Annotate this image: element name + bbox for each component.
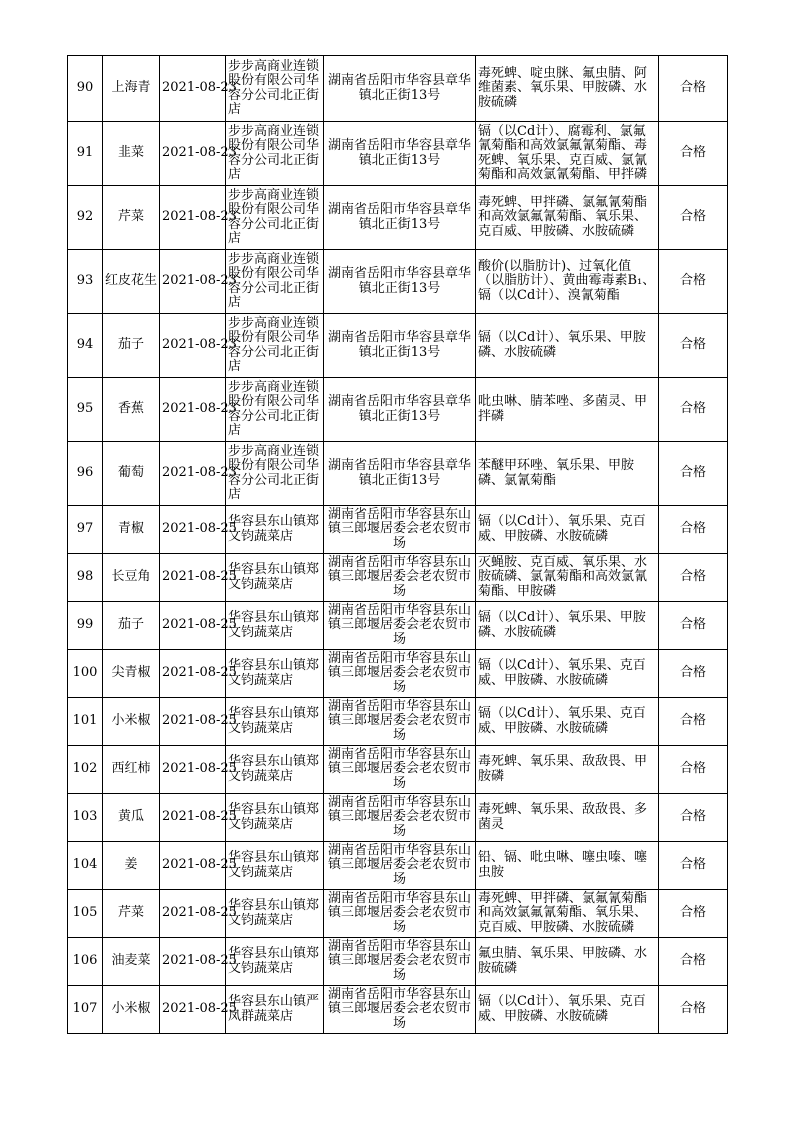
- sample-name: 茄子: [103, 602, 160, 650]
- table-row: [68, 378, 728, 442]
- table-row: [68, 122, 728, 186]
- table-row: [68, 650, 728, 698]
- test-items: 毒死蜱、氧乐果、敌敌畏、甲胺磷: [476, 746, 659, 794]
- store-name: 步步高商业连锁股份有限公司华容分公司北正街店: [226, 442, 324, 506]
- sampling-date: 2021-08-23: [160, 186, 226, 250]
- store-name: 华容县东山镇郑文钧蔬菜店: [226, 938, 324, 986]
- test-items: 镉（以Cd计）、氧乐果、克百威、甲胺磷、水胺硫磷: [476, 506, 659, 554]
- store-address: 湖南省岳阳市华容县东山镇三郎堰居委会老农贸市场: [324, 986, 476, 1034]
- row-number: 101: [68, 698, 103, 746]
- row-number: 90: [68, 56, 103, 122]
- store-address: 湖南省岳阳市华容县东山镇三郎堰居委会老农贸市场: [324, 698, 476, 746]
- store-name: 华容县东山镇郑文钧蔬菜店: [226, 650, 324, 698]
- sample-name: 韭菜: [103, 122, 160, 186]
- sampling-date: 2021-08-23: [160, 378, 226, 442]
- store-address: 湖南省岳阳市华容县东山镇三郎堰居委会老农贸市场: [324, 794, 476, 842]
- test-items: 毒死蜱、氧乐果、敌敌畏、多菌灵: [476, 794, 659, 842]
- row-number: 94: [68, 314, 103, 378]
- sample-name: 葡萄: [103, 442, 160, 506]
- test-items: 酸价(以脂肪计)、过氧化值（以脂肪计）、黄曲霉毒素B₁、镉（以Cd计）、溴氰菊酯: [476, 250, 659, 314]
- store-name: 步步高商业连锁股份有限公司华容分公司北正街店: [226, 314, 324, 378]
- store-name: 华容县东山镇郑文钧蔬菜店: [226, 842, 324, 890]
- sampling-date: 2021-08-23: [160, 56, 226, 122]
- test-items: 铅、镉、吡虫啉、噻虫嗪、噻虫胺: [476, 842, 659, 890]
- sample-name: 姜: [103, 842, 160, 890]
- sample-name: 香蕉: [103, 378, 160, 442]
- table-row: [68, 602, 728, 650]
- test-items: 灭蝇胺、克百威、氧乐果、水胺硫磷、氯氰菊酯和高效氯氰菊酯、甲胺磷: [476, 554, 659, 602]
- sample-name: 小米椒: [103, 698, 160, 746]
- row-number: 104: [68, 842, 103, 890]
- test-items: 吡虫啉、腈苯唑、多菌灵、甲拌磷: [476, 378, 659, 442]
- store-address: 湖南省岳阳市华容县东山镇三郎堰居委会老农贸市场: [324, 506, 476, 554]
- test-items: 毒死蜱、甲拌磷、氯氟氰菊酯和高效氯氟氰菊酯、氧乐果、克百威、甲胺磷、水胺硫磷: [476, 890, 659, 938]
- store-name: 华容县东山镇严凤群蔬菜店: [226, 986, 324, 1034]
- row-number: 96: [68, 442, 103, 506]
- table-row: [68, 186, 728, 250]
- row-number: 106: [68, 938, 103, 986]
- store-name: 华容县东山镇郑文钧蔬菜店: [226, 602, 324, 650]
- store-name: 华容县东山镇郑文钧蔬菜店: [226, 698, 324, 746]
- sampling-date: 2021-08-23: [160, 314, 226, 378]
- table-row: [68, 554, 728, 602]
- sampling-date: 2021-08-25: [160, 938, 226, 986]
- test-result: 合格: [659, 602, 728, 650]
- sample-name: 红皮花生: [103, 250, 160, 314]
- row-number: 93: [68, 250, 103, 314]
- test-result: 合格: [659, 698, 728, 746]
- test-items: 镉（以Cd计）、氧乐果、甲胺磷、水胺硫磷: [476, 314, 659, 378]
- table-row: [68, 746, 728, 794]
- results-table: [67, 55, 728, 1034]
- table-row: [68, 314, 728, 378]
- store-address: 湖南省岳阳市华容县章华镇北正街13号: [324, 186, 476, 250]
- test-items: 氟虫腈、氧乐果、甲胺磷、水胺硫磷: [476, 938, 659, 986]
- store-address: 湖南省岳阳市华容县东山镇三郎堰居委会老农贸市场: [324, 842, 476, 890]
- table-row: [68, 250, 728, 314]
- sampling-date: 2021-08-25: [160, 650, 226, 698]
- test-items: 镉（以Cd计）、氧乐果、克百威、甲胺磷、水胺硫磷: [476, 986, 659, 1034]
- sample-name: 芹菜: [103, 186, 160, 250]
- test-items: 镉（以Cd计）、氧乐果、克百威、甲胺磷、水胺硫磷: [476, 650, 659, 698]
- sample-name: 长豆角: [103, 554, 160, 602]
- sampling-date: 2021-08-25: [160, 842, 226, 890]
- sampling-date: 2021-08-23: [160, 250, 226, 314]
- table-row: [68, 442, 728, 506]
- test-result: 合格: [659, 650, 728, 698]
- test-items: 毒死蜱、啶虫脒、氟虫腈、阿维菌素、氧乐果、甲胺磷、水胺硫磷: [476, 56, 659, 122]
- test-items: 苯醚甲环唑、氧乐果、甲胺磷、氯氰菊酯: [476, 442, 659, 506]
- test-result: 合格: [659, 378, 728, 442]
- store-address: 湖南省岳阳市华容县东山镇三郎堰居委会老农贸市场: [324, 746, 476, 794]
- test-result: 合格: [659, 506, 728, 554]
- store-address: 湖南省岳阳市华容县东山镇三郎堰居委会老农贸市场: [324, 602, 476, 650]
- table-row: [68, 506, 728, 554]
- sample-name: 小米椒: [103, 986, 160, 1034]
- store-address: 湖南省岳阳市华容县章华镇北正街13号: [324, 122, 476, 186]
- sample-name: 黄瓜: [103, 794, 160, 842]
- sampling-date: 2021-08-25: [160, 746, 226, 794]
- row-number: 100: [68, 650, 103, 698]
- store-address: 湖南省岳阳市华容县章华镇北正街13号: [324, 250, 476, 314]
- test-items: 镉（以Cd计）、氧乐果、甲胺磷、水胺硫磷: [476, 602, 659, 650]
- test-result: 合格: [659, 842, 728, 890]
- sampling-date: 2021-08-25: [160, 554, 226, 602]
- test-result: 合格: [659, 56, 728, 122]
- store-name: 华容县东山镇郑文钧蔬菜店: [226, 890, 324, 938]
- store-address: 湖南省岳阳市华容县东山镇三郎堰居委会老农贸市场: [324, 554, 476, 602]
- sampling-date: 2021-08-23: [160, 122, 226, 186]
- test-result: 合格: [659, 314, 728, 378]
- test-result: 合格: [659, 442, 728, 506]
- table-row: [68, 794, 728, 842]
- store-name: 华容县东山镇郑文钧蔬菜店: [226, 794, 324, 842]
- table-row: [68, 890, 728, 938]
- sample-name: 油麦菜: [103, 938, 160, 986]
- row-number: 105: [68, 890, 103, 938]
- store-address: 湖南省岳阳市华容县章华镇北正街13号: [324, 378, 476, 442]
- sampling-date: 2021-08-25: [160, 506, 226, 554]
- test-items: 毒死蜱、甲拌磷、氯氟氰菊酯和高效氯氟氰菊酯、氧乐果、克百威、甲胺磷、水胺硫磷: [476, 186, 659, 250]
- sampling-date: 2021-08-25: [160, 698, 226, 746]
- sample-name: 尖青椒: [103, 650, 160, 698]
- sample-name: 芹菜: [103, 890, 160, 938]
- test-result: 合格: [659, 938, 728, 986]
- sampling-date: 2021-08-25: [160, 986, 226, 1034]
- row-number: 92: [68, 186, 103, 250]
- row-number: 103: [68, 794, 103, 842]
- table-row: [68, 938, 728, 986]
- table-row: [68, 986, 728, 1034]
- store-name: 华容县东山镇郑文钧蔬菜店: [226, 746, 324, 794]
- row-number: 91: [68, 122, 103, 186]
- table-body: [68, 56, 728, 1034]
- sample-name: 茄子: [103, 314, 160, 378]
- table-row: [68, 698, 728, 746]
- sampling-date: 2021-08-25: [160, 890, 226, 938]
- test-result: 合格: [659, 122, 728, 186]
- row-number: 95: [68, 378, 103, 442]
- sampling-date: 2021-08-25: [160, 794, 226, 842]
- store-name: 步步高商业连锁股份有限公司华容分公司北正街店: [226, 122, 324, 186]
- store-address: 湖南省岳阳市华容县东山镇三郎堰居委会老农贸市场: [324, 890, 476, 938]
- test-result: 合格: [659, 890, 728, 938]
- store-name: 华容县东山镇郑文钧蔬菜店: [226, 506, 324, 554]
- store-name: 步步高商业连锁股份有限公司华容分公司北正街店: [226, 186, 324, 250]
- row-number: 107: [68, 986, 103, 1034]
- test-result: 合格: [659, 794, 728, 842]
- store-name: 步步高商业连锁股份有限公司华容分公司北正街店: [226, 56, 324, 122]
- store-address: 湖南省岳阳市华容县章华镇北正街13号: [324, 56, 476, 122]
- test-result: 合格: [659, 250, 728, 314]
- sampling-date: 2021-08-23: [160, 442, 226, 506]
- test-items: 镉（以Cd计）、氧乐果、克百威、甲胺磷、水胺硫磷: [476, 698, 659, 746]
- sample-name: 西红柿: [103, 746, 160, 794]
- row-number: 98: [68, 554, 103, 602]
- store-address: 湖南省岳阳市华容县章华镇北正街13号: [324, 314, 476, 378]
- test-items: 镉（以Cd计）、腐霉利、氯氟氰菊酯和高效氯氟氰菊酯、毒死蜱、氧乐果、克百威、氯氰菊酯和高效氯氰菊酯、甲拌磷: [476, 122, 659, 186]
- store-address: 湖南省岳阳市华容县东山镇三郎堰居委会老农贸市场: [324, 650, 476, 698]
- test-result: 合格: [659, 186, 728, 250]
- table-row: [68, 56, 728, 122]
- table-row: [68, 842, 728, 890]
- test-result: 合格: [659, 986, 728, 1034]
- store-name: 步步高商业连锁股份有限公司华容分公司北正街店: [226, 378, 324, 442]
- test-result: 合格: [659, 746, 728, 794]
- sample-name: 上海青: [103, 56, 160, 122]
- row-number: 99: [68, 602, 103, 650]
- row-number: 97: [68, 506, 103, 554]
- test-result: 合格: [659, 554, 728, 602]
- store-name: 步步高商业连锁股份有限公司华容分公司北正街店: [226, 250, 324, 314]
- row-number: 102: [68, 746, 103, 794]
- store-address: 湖南省岳阳市华容县章华镇北正街13号: [324, 442, 476, 506]
- sample-name: 青椒: [103, 506, 160, 554]
- store-address: 湖南省岳阳市华容县东山镇三郎堰居委会老农贸市场: [324, 938, 476, 986]
- sampling-date: 2021-08-25: [160, 602, 226, 650]
- store-name: 华容县东山镇郑文钧蔬菜店: [226, 554, 324, 602]
